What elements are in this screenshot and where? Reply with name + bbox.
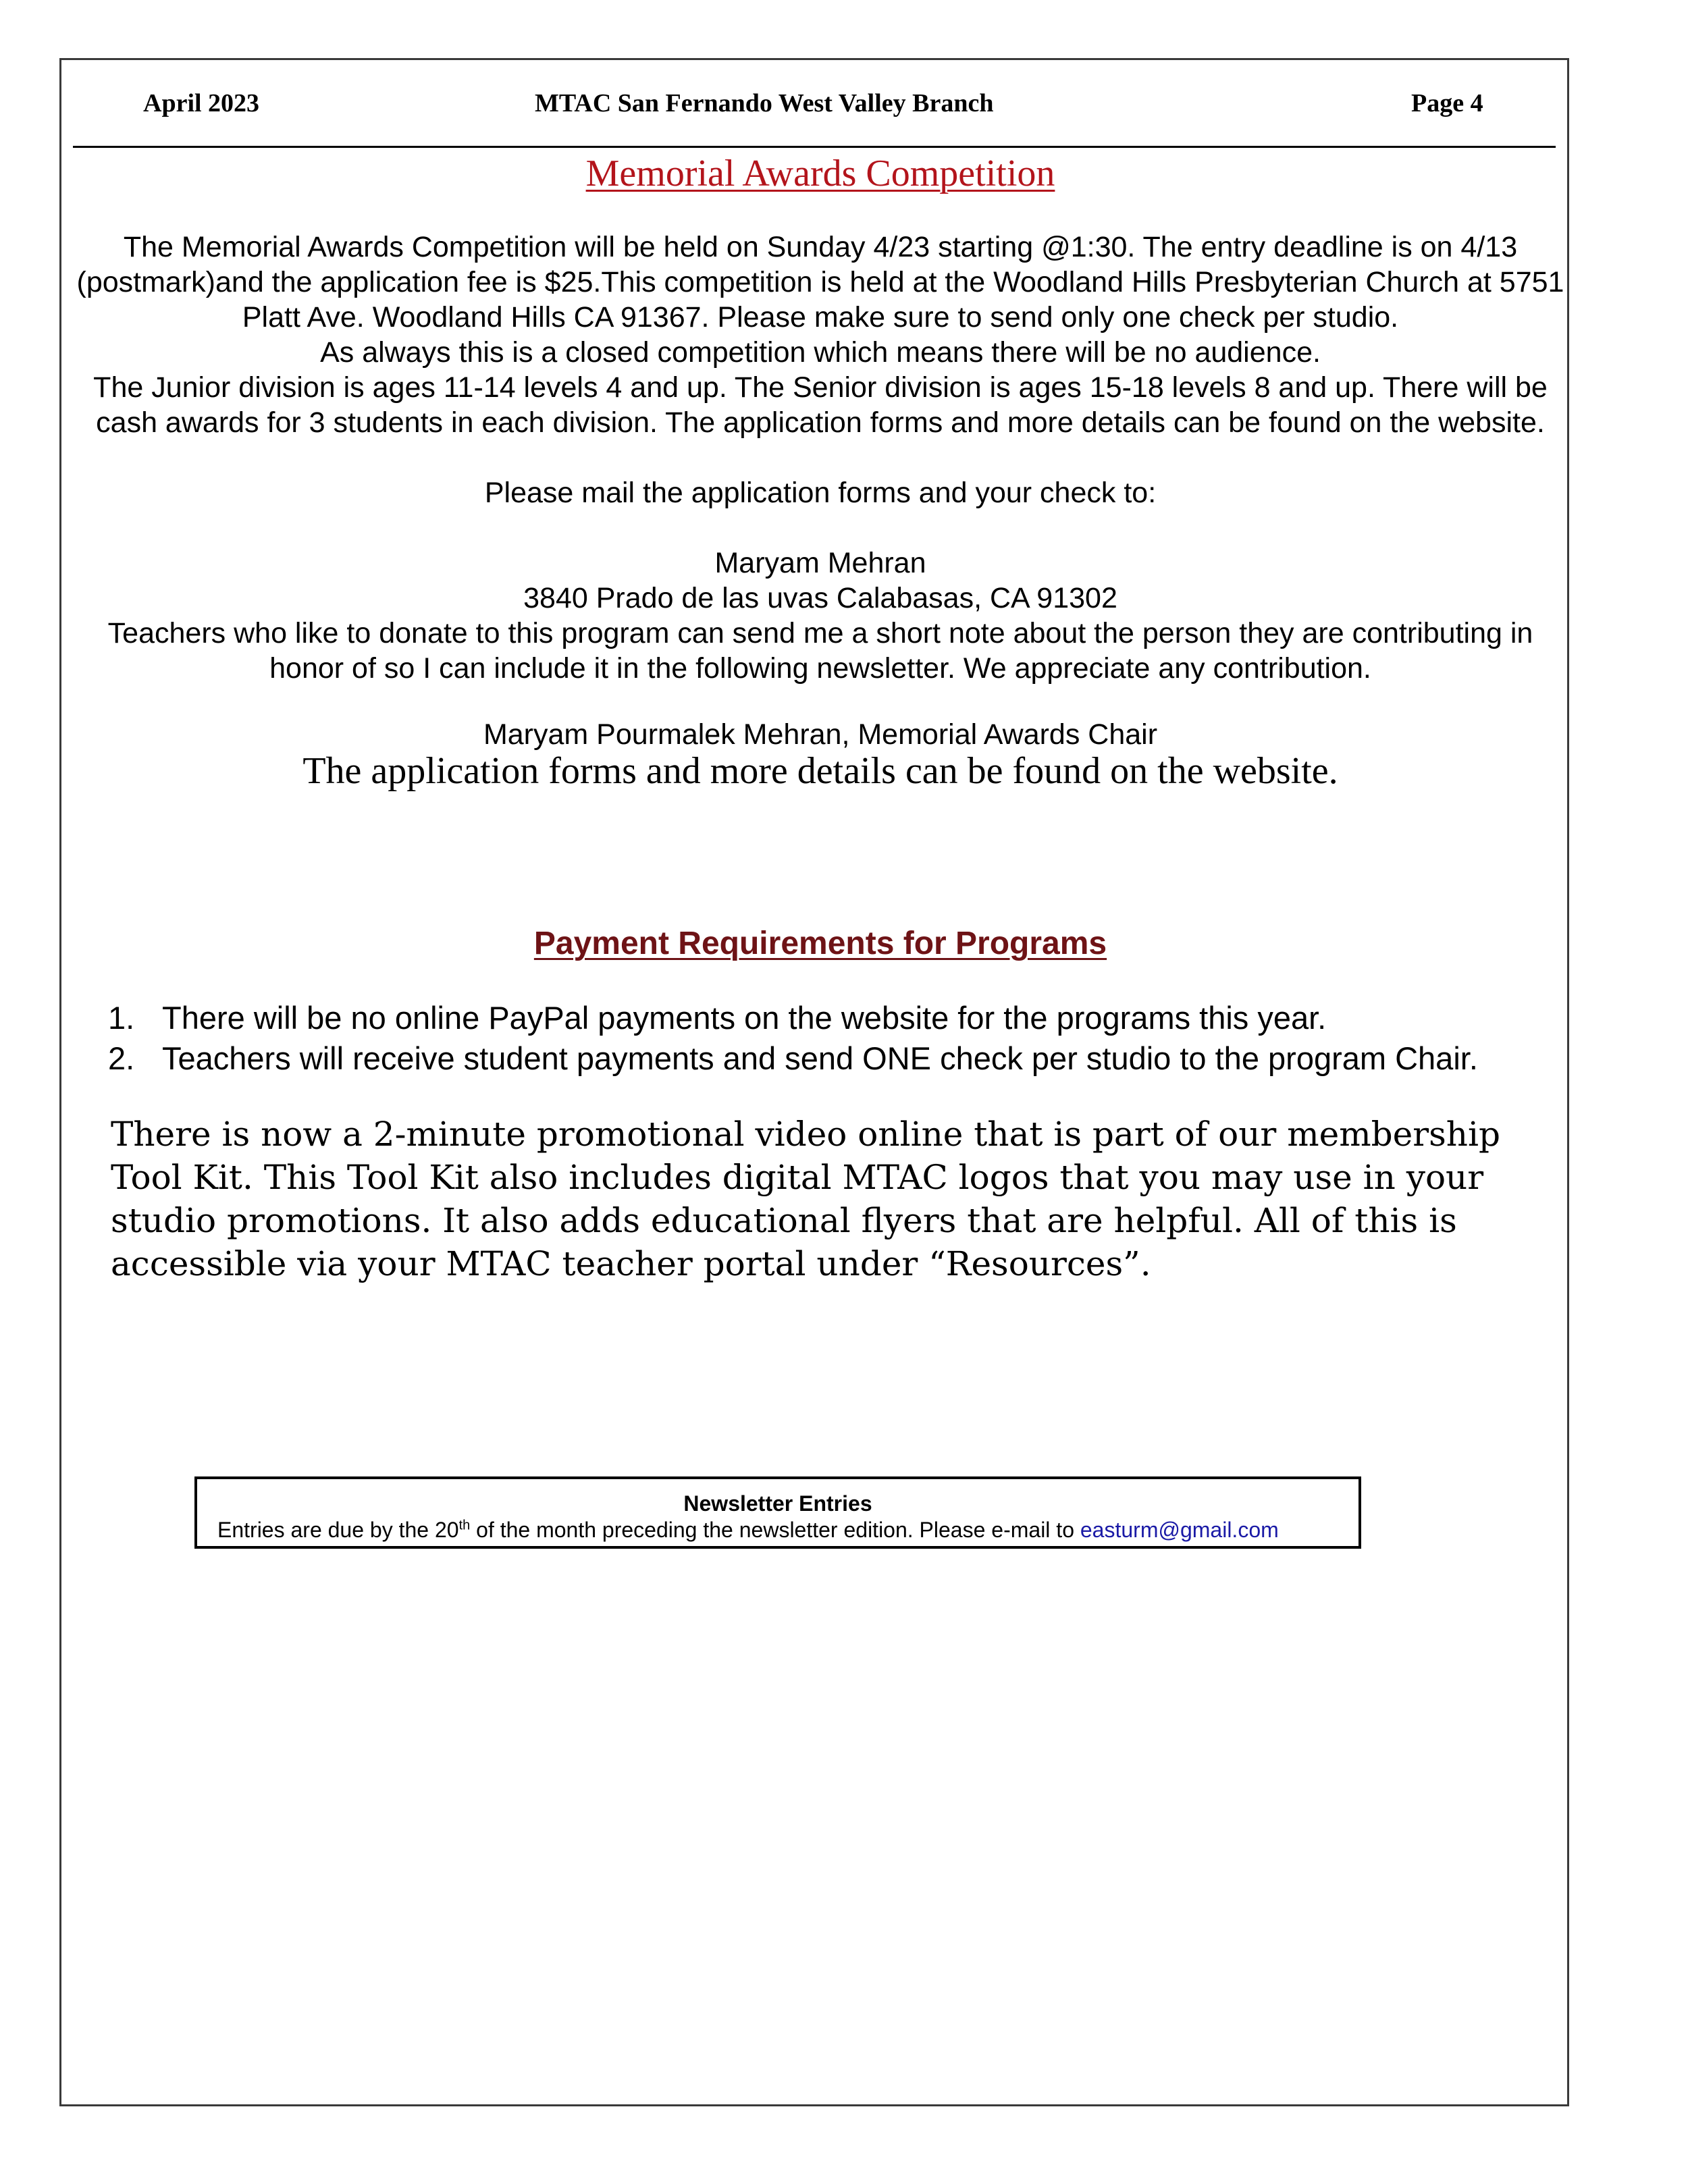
recipient-address: 3840 Prado de las uvas Calabasas, CA 91302 (523, 582, 1117, 614)
divisions-paragraph: The Junior division is ages 11-14 levels 4 and up. The Senior division is ages 15-18 levels 8 and up. There will be cash awards for 3 students in each division. The application forms and more details can be found on the website. (93, 371, 1548, 439)
header-date: April 2023 (143, 89, 260, 117)
list-item-text: There will be no online PayPal payments on the website for the programs this year. (162, 1000, 1327, 1036)
list-item (108, 1038, 1478, 1079)
donation-note: Teachers who like to donate to this program can send me a short note about the person they are contributing in honor of so I can include it in the following newsletter. We appreciate any contribution. (107, 617, 1533, 685)
list-item-number: 1. (108, 1000, 135, 1036)
list-item-text: Teachers will receive student payments and send ONE check per studio to the program Chair. (162, 1040, 1478, 1076)
header-page-number: Page 4 (1411, 89, 1483, 117)
closed-competition-note: As always this is a closed competition which means there will be no audience. (320, 336, 1321, 369)
mail-instruction: Please mail the application forms and your check to: (484, 477, 1157, 509)
newsletter-text-end: of the month preceding the newsletter edition. Please e-mail to (470, 1518, 1080, 1542)
payment-requirements-title: Payment Requirements for Programs (533, 926, 1107, 961)
header-branch-name: MTAC San Fernando West Valley Branch (535, 89, 994, 117)
newsletter-entries-title: Newsletter Entries (683, 1491, 872, 1516)
payment-requirements-list (108, 998, 1478, 1079)
newsletter-entries-box (194, 1476, 1361, 1549)
memorial-awards-title: Memorial Awards Competition (585, 153, 1055, 194)
newsletter-entries-text (217, 1516, 1279, 1543)
list-item (108, 998, 1478, 1038)
newsletter-text-start: Entries are due by the 20 (217, 1518, 459, 1542)
tool-kit-promo-paragraph: There is now a 2-minute promotional video online that is part of our membership Tool Kit. This Tool Kit also includes digital MTAC logos that you may use in your studio promotions. It also adds educational flyers that are helpful. All of this is accessible via your MTAC teacher portal under “Resources”. (111, 1115, 1500, 1283)
list-item-number: 2. (108, 1040, 135, 1076)
newsletter-ordinal-suffix: th (458, 1518, 471, 1533)
recipient-name: Maryam Mehran (714, 547, 926, 579)
newsletter-email-link[interactable]: easturm@gmail.com (1080, 1518, 1279, 1542)
memorial-details-paragraph: The Memorial Awards Competition will be held on Sunday 4/23 starting @1:30. The entry deadline is on 4/13 (postmark)and the application fee is $25.This competition is held at the Woodland Hills Presbyterian Church at 5751 Platt Ave. Woodland Hills CA 91367. Please make sure to send only one check per studio. (76, 231, 1564, 334)
website-note: The application forms and more details can be found on the website. (302, 750, 1338, 792)
memorial-chair-signature: Maryam Pourmalek Mehran, Memorial Awards Chair (483, 718, 1158, 751)
header-divider (73, 146, 1556, 148)
